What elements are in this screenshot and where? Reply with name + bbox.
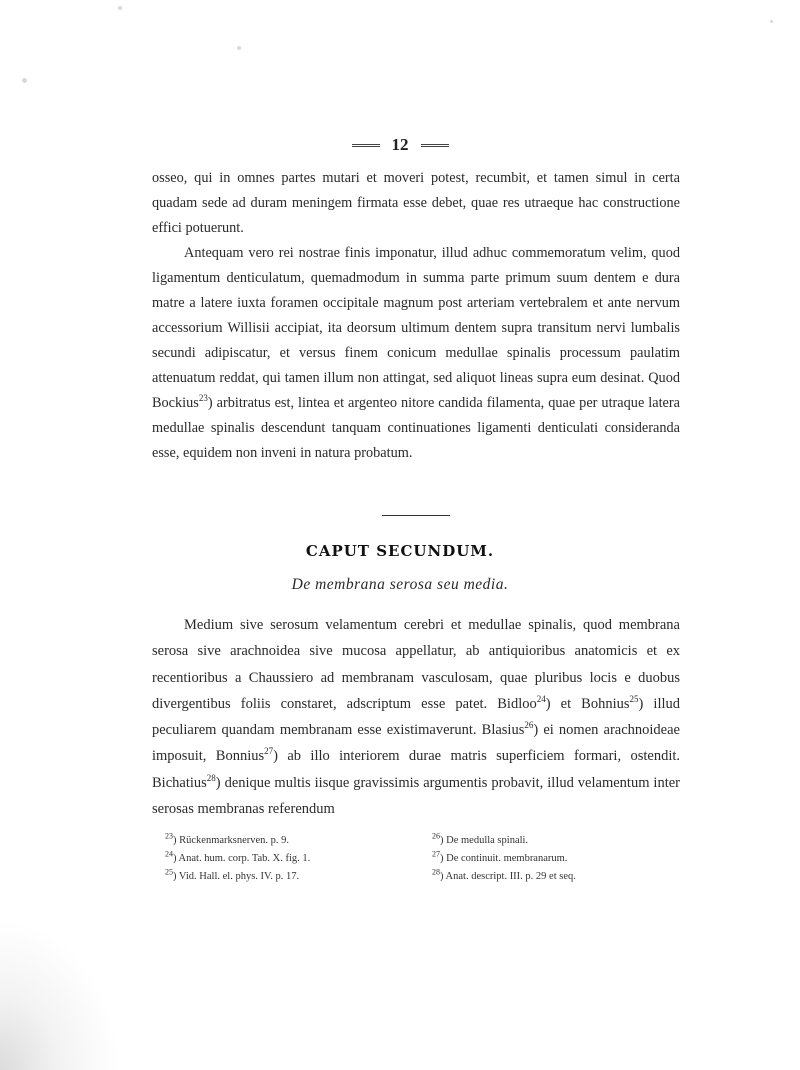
paragraph-text: Medium sive serosum velamentum cerebri et medullae spinalis, quod membrana serosa sive arachnoidea sive mucosa appellatur, ab antiquioribus anatomicis et ex recentioribus a Chaussiero ad membranam vasculosam, quae pluribus locis e duobus divergentibus foliis constaret, adscriptum esse patet. Bidloo (152, 617, 680, 712)
footnote-mark: 23 (165, 831, 173, 841)
footnote-mark: 24 (165, 849, 173, 859)
footnote-text: ) De continuit. membranarum. (440, 853, 568, 864)
footnote-text: ) Vid. Hall. el. phys. IV. p. 17. (173, 871, 300, 882)
paper-speck (118, 6, 122, 10)
paragraph-text: Antequam vero rei nostrae finis imponatur, illud adhuc commemoratum velim, quod ligamentum denticulatum, quemadmodum in summa parte primum suum dentem e dura matre a latere iuxta foramen occipitale magnum post arteriam vertebralem et ante nervum accessorium Willisii accipiat, ita deorsum ultimum dentem supra transitum nervi lumbalis secundi adipiscatur, et versus finem conicum medullae spinalis processum paulatim attenuatum reddat, qui tamen illum non attingat, sed aliquot lineas supra eum desinat. Quod Bockius (152, 245, 680, 411)
footnote-text: ) De medulla spinali. (440, 835, 529, 846)
body-text-chapter (152, 612, 680, 822)
page-number: 12 (391, 135, 409, 154)
section-divider (382, 515, 450, 516)
paragraph-ligamentum (152, 241, 680, 466)
paragraph-text: ) et Bohnius (545, 695, 630, 712)
footnotes-left-column (165, 832, 310, 886)
footnote (165, 868, 310, 886)
body-text-top (152, 166, 680, 466)
footnote-ref[interactable]: 25 (629, 694, 639, 705)
footnote-ref[interactable]: 28 (206, 772, 216, 783)
footnote (432, 832, 576, 850)
chapter-title: CAPUT SECUNDUM. (305, 542, 495, 560)
footnote (165, 850, 310, 868)
footnote-text: ) Rückenmarksnerven. p. 9. (173, 835, 290, 846)
paragraph-text: ) ab illo interiorem durae matris superficiem formari, ostendit. Bichatius (152, 748, 680, 791)
header-rule-right (421, 144, 449, 147)
page-header (0, 135, 800, 155)
paper-speck (770, 20, 773, 23)
footnote (165, 832, 310, 850)
footnote-ref[interactable]: 27 (264, 746, 274, 757)
paper-speck (237, 46, 241, 50)
chapter-subtitle: De membrana serosa seu media. (291, 576, 509, 593)
footnote-mark: 28 (432, 867, 440, 877)
footnote-ref[interactable]: 26 (524, 720, 534, 731)
paragraph-text: ) ei nomen arachnoideae imposuit, Bonnius (152, 722, 680, 765)
paragraph-text: ) denique multis iisque gravissimis argumentis probavit, illud velamentum inter serosas membranas referendum (152, 774, 680, 818)
paragraph-continuation: osseo, qui in omnes partes mutari et moveri potest, recumbit, et tamen simul in certa quadam sede ad duram meningem firmata esse debet, quae res utraeque hac constructione effici potuerunt. (152, 170, 680, 236)
paragraph-text: ) illud peculiarem quandam membranam esse existimaverunt. Blasius (152, 695, 680, 739)
footnote-text: ) Anat. hum. corp. Tab. X. fig. 1. (173, 853, 311, 864)
footnote-ref[interactable]: 23 (198, 393, 208, 404)
footnote-text: ) Anat. descript. III. p. 29 et seq. (440, 871, 576, 882)
paragraph-membrana (152, 612, 680, 822)
paper-speck (22, 78, 27, 83)
paragraph-text: ) arbitratus est, lintea et argenteo nitore candida filamenta, quae per utraque latera medullae spinalis descendunt tanquam continuationes ligamenti denticulati consideranda esse, equidem non inveni in natura probatum. (152, 395, 680, 461)
footnote-mark: 25 (165, 867, 173, 877)
footnote-mark: 27 (432, 849, 440, 859)
footnote (432, 850, 576, 868)
corner-stain (0, 920, 120, 1070)
footnote-ref[interactable]: 24 (536, 694, 546, 705)
footnotes-right-column (432, 832, 576, 886)
header-rule-left (352, 144, 380, 147)
footnote (432, 868, 576, 886)
footnote-mark: 26 (432, 831, 440, 841)
